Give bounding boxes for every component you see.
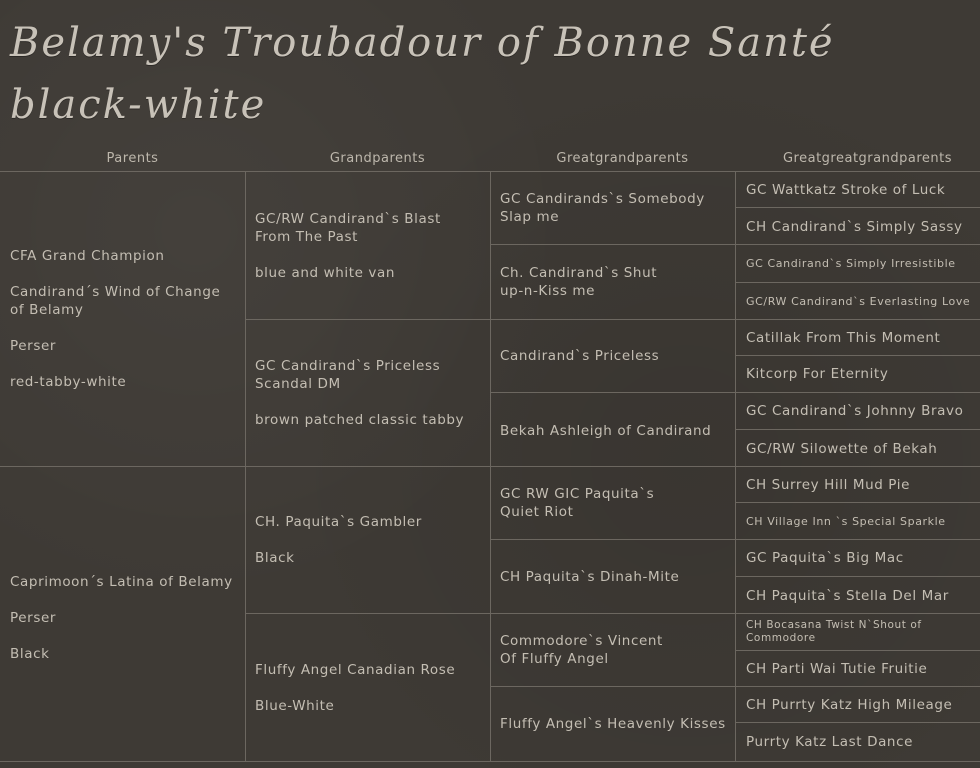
ggg-cell <box>746 467 978 502</box>
ggg-name: CH Paquita`s Stella Del Mar <box>746 587 949 604</box>
greatgrandparent-name: Ch. Candirand`s Shut up-n-Kiss me <box>500 265 658 299</box>
sire-breed: Perser <box>10 338 57 354</box>
greatgrandparent-cell <box>500 245 660 319</box>
header-parents: Parents <box>106 151 159 166</box>
header-grandparents: Grandparents <box>329 151 426 166</box>
ggg-cell <box>746 540 978 576</box>
ggg-name: Kitcorp For Eternity <box>746 366 889 382</box>
header-greatgrandparents: Greatgrandparents <box>556 151 689 166</box>
ggg-name: GC/RW Candirand`s Everlasting Love <box>746 294 971 308</box>
ggg-name: CH Candirand`s Simply Sassy <box>746 219 963 235</box>
grandparent-name: GC/RW Candirand`s Blast From The Past <box>255 210 441 245</box>
grandparent-cell <box>255 172 480 319</box>
grandparent-cell <box>255 320 480 466</box>
greatgrandparent-cell <box>500 467 680 539</box>
dam-cell <box>10 467 235 761</box>
sire-cell <box>10 172 235 466</box>
grandparent-cell <box>255 614 480 761</box>
ggg-cell <box>746 283 978 320</box>
dam-breed: Perser <box>10 610 57 626</box>
grandparent-color: blue and white van <box>255 264 396 281</box>
ggg-name: CH Parti Wai Tutie Fruitie <box>746 661 928 677</box>
ggg-name: CH Purrty Katz High Mileage <box>746 696 953 713</box>
ggg-cell <box>746 687 978 722</box>
ggg-cell <box>746 393 978 429</box>
sire-title: CFA Grand Champion <box>10 248 165 264</box>
ggg-cell <box>746 320 978 355</box>
ggg-cell <box>746 245 978 282</box>
greatgrandparent-cell <box>500 172 710 244</box>
greatgrandparent-name: CH Paquita`s Dinah-Mite <box>500 568 680 585</box>
ggg-cell <box>746 723 978 761</box>
dam-name: Caprimoon´s Latina of Belamy <box>10 574 233 590</box>
greatgrandparent-name: Commodore`s Vincent Of Fluffy Angel <box>500 633 663 667</box>
ggg-name: GC Wattkatz Stroke of Luck <box>746 181 946 198</box>
greatgrandparent-name: Candirand`s Priceless <box>500 348 660 364</box>
grandparent-color: brown patched classic tabby <box>255 412 465 428</box>
greatgrandparent-name: GC RW GIC Paquita`s Quiet Riot <box>500 486 655 520</box>
ggg-name: GC Candirand`s Johnny Bravo <box>746 403 964 419</box>
ggg-cell <box>746 577 978 614</box>
ggg-cell <box>746 651 978 687</box>
ggg-name: GC Paquita`s Big Mac <box>746 550 904 566</box>
grandparent-cell <box>255 467 480 613</box>
header-greatgreatgrandparents: Greatgreatgrandparents <box>782 151 952 166</box>
greatgrandparent-cell <box>500 540 725 613</box>
ggg-name: CH Village Inn `s Special Sparkle <box>746 514 946 528</box>
sire-name: Candirand´s Wind of Change of Belamy <box>10 284 221 318</box>
greatgrandparent-cell <box>500 393 725 466</box>
page-title: Belamy's Troubadour of Bonne Santé <box>10 20 835 66</box>
greatgrandparent-name: Bekah Ashleigh of Candirand <box>500 422 712 439</box>
ggg-cell <box>746 356 978 392</box>
ggg-cell <box>746 614 926 650</box>
dam-color: Black <box>10 646 50 662</box>
grandparent-name: Fluffy Angel Canadian Rose <box>255 661 456 678</box>
greatgrandparent-cell <box>500 320 725 392</box>
ggg-name: GC Candirand`s Simply Irresistible <box>746 256 956 270</box>
greatgrandparent-cell <box>500 687 730 761</box>
ggg-name: Catillak From This Moment <box>746 329 941 346</box>
sire-color: red-tabby-white <box>10 374 127 390</box>
greatgrandparent-cell <box>500 614 680 686</box>
ggg-cell <box>746 208 978 246</box>
ggg-name: GC/RW Silowette of Bekah <box>746 440 938 457</box>
grandparent-name: CH. Paquita`s Gambler <box>255 514 422 530</box>
color-subtitle: black-white <box>10 82 267 128</box>
ggg-name: CH Bocasana Twist N`Shout of Commodore <box>746 619 922 644</box>
grandparent-color: Black <box>255 550 295 566</box>
grandparent-name: GC Candirand`s Priceless Scandal DM <box>255 358 441 392</box>
ggg-cell <box>746 172 978 207</box>
grandparent-color: Blue-White <box>255 697 335 714</box>
greatgrandparent-name: Fluffy Angel`s Heavenly Kisses <box>500 716 726 732</box>
ggg-cell <box>746 503 978 540</box>
ggg-cell <box>746 430 978 467</box>
ggg-name: CH Surrey Hill Mud Pie <box>746 476 911 493</box>
greatgrandparent-name: GC Candirands`s Somebody Slap me <box>500 191 705 225</box>
ggg-name: Purrty Katz Last Dance <box>746 734 914 750</box>
